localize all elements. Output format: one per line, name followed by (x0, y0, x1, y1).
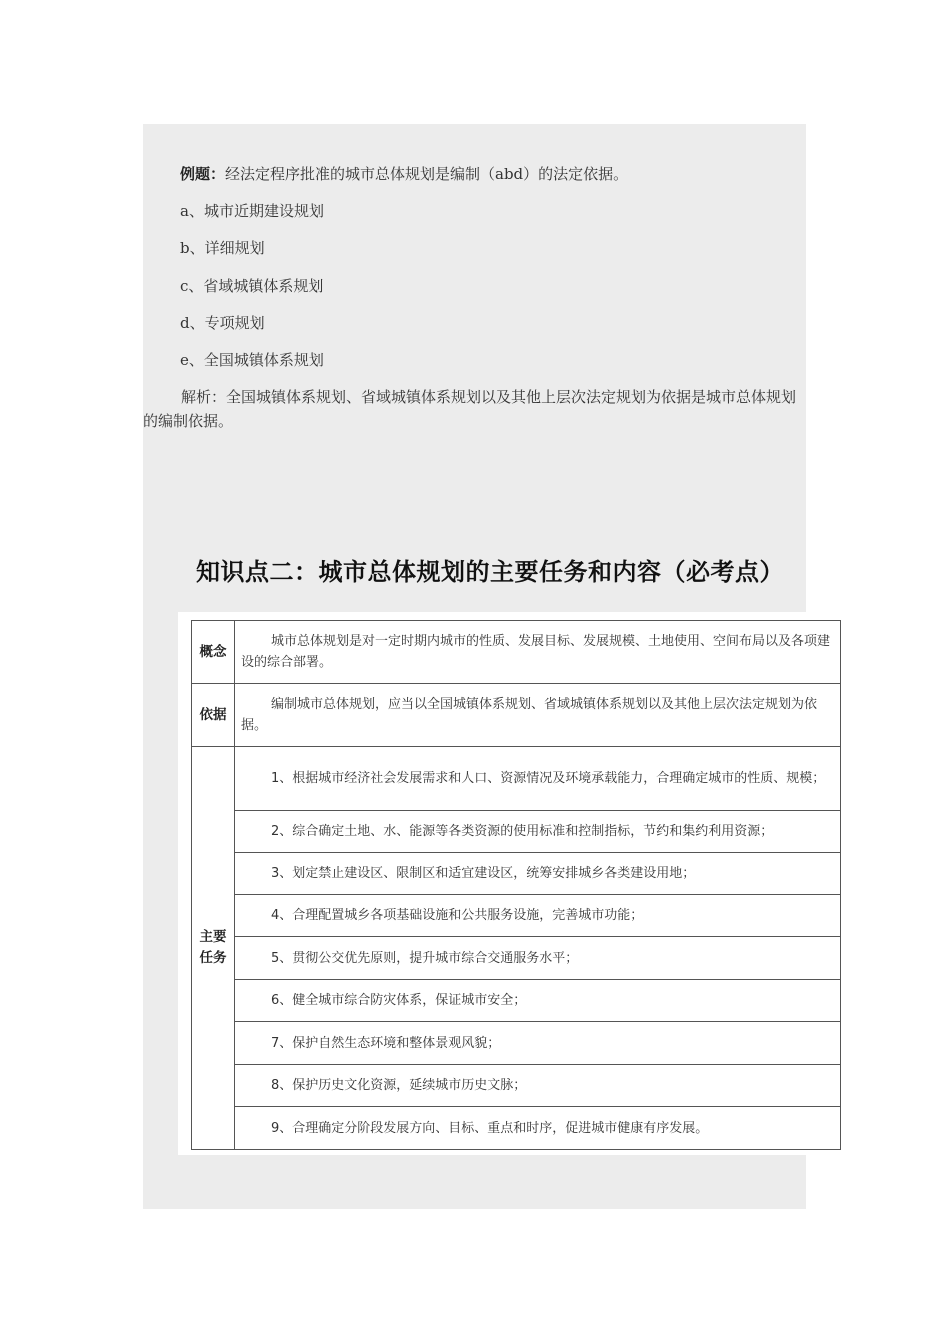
tasks-label: 主要任务 (192, 747, 235, 1150)
task-item: 3、划定禁止建设区、限制区和适宜建设区，统筹安排城乡各类建设用地； (235, 853, 841, 895)
table-row-concept (192, 621, 841, 684)
table-row-task (192, 1107, 841, 1150)
option-e: e、全国城镇体系规划 (180, 351, 324, 369)
example-question (180, 164, 628, 184)
table-row-task (192, 747, 841, 811)
table-row-task (192, 937, 841, 980)
task-item: 1、根据城市经济社会发展需求和人口、资源情况及环境承载能力，合理确定城市的性质、规模； (235, 747, 841, 811)
concept-text: 城市总体规划是对一定时期内城市的性质、发展目标、发展规模、土地使用、空间布局以及各项建设的综合部署。 (235, 621, 841, 684)
concept-label: 概念 (192, 621, 235, 684)
task-item: 2、综合确定土地、水、能源等各类资源的使用标准和控制指标，节约和集约利用资源； (235, 811, 841, 853)
task-item: 6、健全城市综合防灾体系，保证城市安全； (235, 980, 841, 1022)
planning-table (191, 620, 841, 1150)
table-row-task (192, 895, 841, 937)
option-a: a、城市近期建设规划 (180, 202, 324, 220)
table-row-task (192, 1022, 841, 1065)
table-row-task (192, 811, 841, 853)
basis-text: 编制城市总体规划，应当以全国城镇体系规划、省域城镇体系规划以及其他上层次法定规划为依据。 (235, 684, 841, 747)
task-item: 4、合理配置城乡各项基础设施和公共服务设施，完善城市功能； (235, 895, 841, 937)
basis-label: 依据 (192, 684, 235, 747)
table-row-task (192, 980, 841, 1022)
option-b: b、详细规划 (180, 239, 265, 257)
task-item: 8、保护历史文化资源，延续城市历史文脉； (235, 1065, 841, 1107)
task-item: 9、合理确定分阶段发展方向、目标、重点和时序，促进城市健康有序发展。 (235, 1107, 841, 1150)
table-row-task (192, 1065, 841, 1107)
section-heading: 知识点二：城市总体规划的主要任务和内容（必考点） (196, 557, 784, 586)
example-label: 例题： (180, 165, 226, 183)
option-d: d、专项规划 (180, 314, 265, 332)
analysis-paragraph: 解析：全国城镇体系规划、省域城镇体系规划以及其他上层次法定规划为依据是城市总体规划的编制依据。 (143, 388, 797, 430)
table-row-basis (192, 684, 841, 747)
task-item: 7、保护自然生态环境和整体景观风貌； (235, 1022, 841, 1065)
task-item: 5、贯彻公交优先原则，提升城市综合交通服务水平； (235, 937, 841, 980)
option-c: c、省域城镇体系规划 (180, 277, 324, 295)
example-question-text: 经法定程序批准的城市总体规划是编制（abd）的法定依据。 (225, 165, 629, 183)
table-row-task (192, 853, 841, 895)
